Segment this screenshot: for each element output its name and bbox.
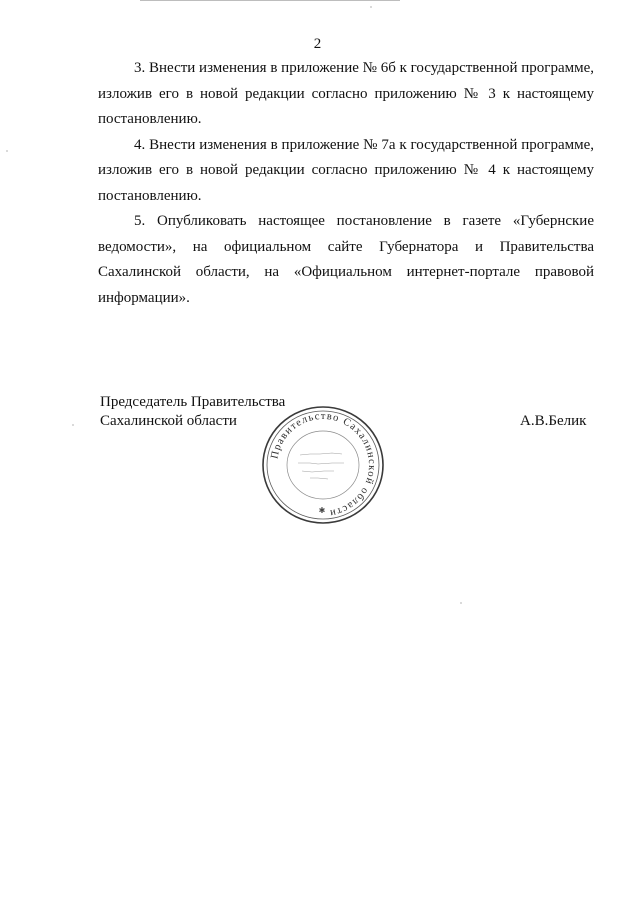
scan-speck: [72, 424, 74, 426]
paragraph-5: 5. Опубликовать настоящее постановление в газете «Губернские ведомости», на официальном сайте Губернатора и Правительства Сахалинской области, на «Официальном интернет-портале правовой информации».: [98, 213, 594, 306]
seal-ring-text: Правительство Сахалинской области: [269, 410, 378, 519]
svg-text:Правительство Сахалинской обла: [269, 411, 377, 519]
signatory-title-line-1: Председатель Правительства: [100, 394, 286, 410]
scan-speck: [370, 6, 372, 8]
paragraph-3: 3. Внести изменения в приложение № 6б к государственной программе, изложив его в новой редакции согласно приложению № 3 к настоящему постановлению.: [98, 60, 594, 127]
scan-speck: [460, 602, 462, 604]
page-number: 2: [313, 36, 322, 52]
seal-center-marks: [298, 453, 344, 479]
signatory-title-line-2: Сахалинской области: [100, 413, 237, 429]
signatory-name: А.В.Белик: [520, 413, 587, 429]
seal-star-icon: ✱: [318, 506, 326, 515]
signatory-title: [100, 393, 285, 431]
top-scan-rule: [140, 0, 400, 1]
official-seal-stamp: [260, 403, 386, 527]
document-body: [98, 56, 594, 311]
scan-speck: [6, 150, 8, 152]
paragraph-4: 4. Внести изменения в приложение № 7а к государственной программе, изложив его в новой редакции согласно приложению № 4 к настоящему постановлению.: [98, 136, 594, 204]
